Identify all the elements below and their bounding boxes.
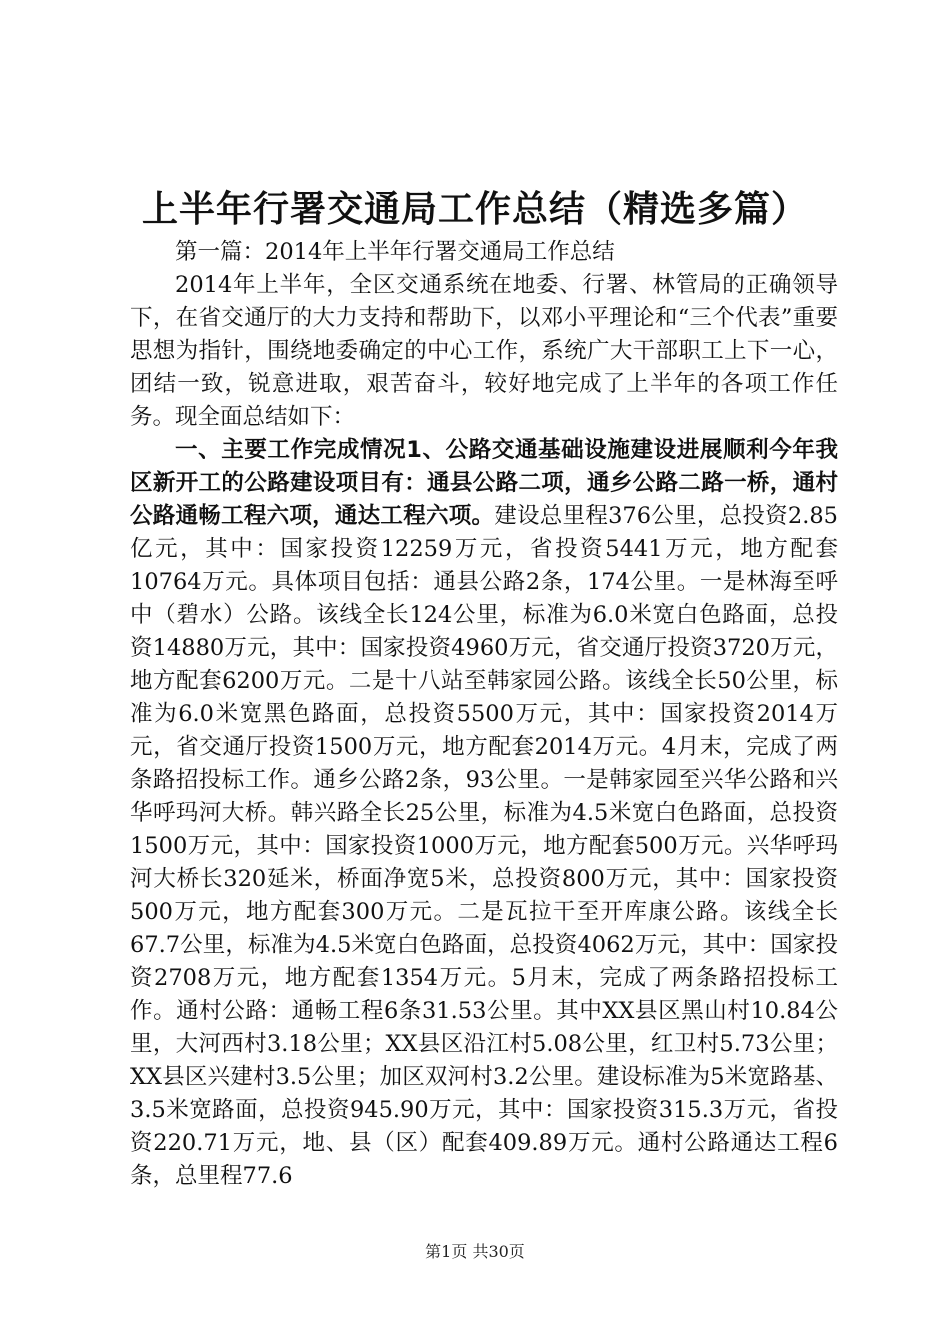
document-body (130, 236, 838, 1193)
section-paragraph (130, 434, 838, 1193)
section-heading: 一、主要工作完成情况1、公路交通基础设施建设进展顺利今年我区新开工的公路建设项目有：通县公路二项，通乡公路二路一桥，通村公路通畅工程六项，通达工程六项。 (130, 437, 838, 529)
intro-paragraph: 2014年上半年，全区交通系统在地委、行署、林管局的正确领导下，在省交通厅的大力支持和帮助下，以邓小平理论和“三个代表”重要思想为指针，围绕地委确定的中心工作，系统广大干部职工上下一心，团结一致，锐意进取，艰苦奋斗，较好地完成了上半年的各项工作任务。现全面总结如下： (130, 272, 838, 430)
page-footer: 第1页 共30页 (425, 1242, 525, 1261)
article-subtitle: 第一篇：2014年上半年行署交通局工作总结 (175, 239, 615, 265)
section-body-text: 建设总里程376公里，总投资2.85亿元，其中：国家投资12259万元，省投资5441万元，地方配套10764万元。具体项目包括：通县公路2条，174公里。一是林海至呼中（碧水）公路。该线全长124公里，标准为6.0米宽白色路面，总投资14880万元，其中：国家投资4960万元，省交通厅投资3720万元，地方配套6200万元。二是十八站至韩家园公路。该线全长50公里，标准为6.0米宽黑色路面，总投资5500万元，其中：国家投资2014万元，省交通厅投资1500万元，地方配套2014万元。4月末，完成了两条路招投标工作。通乡公路2条，93公里。一是韩家园至兴华公路和兴华呼玛河大桥。韩兴路全长25公里，标准为4.5米宽白色路面，总投资1500万元，其中：国家投资1000万元，地方配套500万元。兴华呼玛河大桥长320延米，桥面净宽5米，总投资800万元，其中：国家投资500万元，地方配套300万元。二是瓦拉干至开库康公路。该线全长67.7公里，标准为4.5米宽白色路面，总投资4062万元，其中：国家投资2708万元，地方配套1354万元。5月末，完成了两条路招投标工作。通村公路：通畅工程6条31.53公里。其中XX县区黑山村10.84公里，大河西村3.18公里；XX县区沿江村5.08公里，红卫村5.73公里；XX县区兴建村3.5公里；加区双河村3.2公里。建设标准为5米宽路基、3.5米宽路面，总投资945.90万元，其中：国家投资315.3万元，省投资220.71万元，地、县（区）配套409.89万元。通村公路通达工程6条，总里程77.6 (130, 503, 838, 1189)
document-title: 上半年行署交通局工作总结（精选多篇） (141, 189, 808, 230)
